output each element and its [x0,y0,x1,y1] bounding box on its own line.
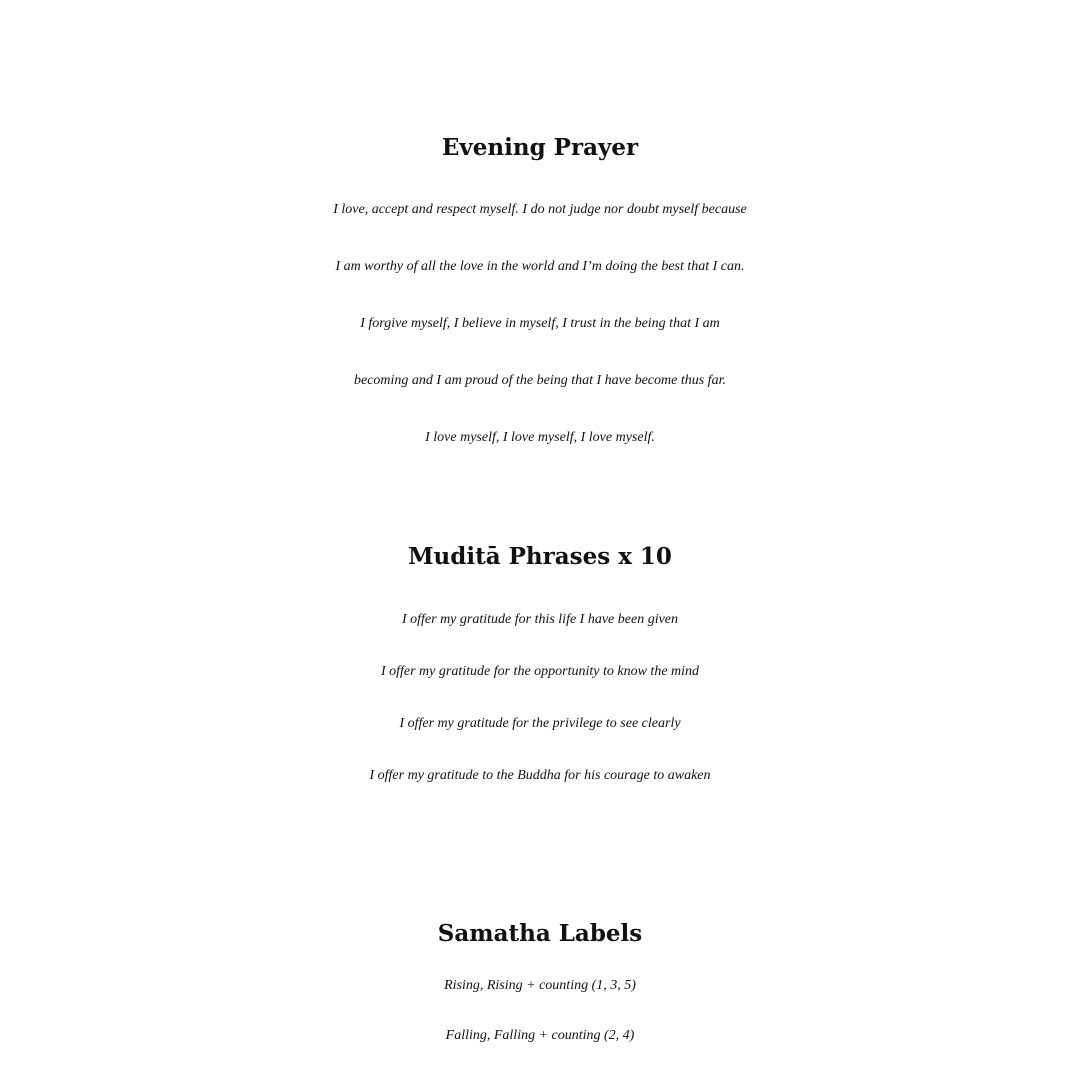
mudita-phrase-line: I offer my gratitude for this life I have been given [401,612,679,627]
evening-prayer-text [0,181,1080,466]
mudita-phrase-line: I offer my gratitude for the privilege to see clearly [399,716,681,731]
evening-prayer-line: I love, accept and respect myself. I do not judge nor doubt myself because [333,202,747,217]
mudita-phrase-line: I offer my gratitude to the Buddha for his courage to awaken [369,768,711,783]
samatha-label-line: Rising, Rising + counting (1, 3, 5) [444,978,636,993]
samatha-label-line: Falling, Falling + counting (2, 4) [445,1028,635,1043]
evening-prayer-line: becoming and I am proud of the being that I have become thus far. [354,373,726,388]
evening-prayer-title: Evening Prayer [441,134,639,161]
samatha-labels-list [0,961,1080,1061]
evening-prayer-line: I forgive myself, I believe in myself, I trust in the being that I am [360,316,720,331]
mudita-phrases-list [0,594,1080,802]
evening-prayer-section [0,136,1080,466]
evening-prayer-line: I love myself, I love myself, I love myself. [425,430,655,445]
mudita-phrase-line: I offer my gratitude for the opportunity to know the mind [380,664,700,679]
mudita-phrases-title: Muditā Phrases x 10 [408,543,672,570]
evening-prayer-line: I am worthy of all the love in the world and I’m doing the best that I can. [335,259,745,274]
mudita-phrases-section [0,545,1080,802]
samatha-labels-section [0,922,1080,1061]
samatha-labels-title: Samatha Labels [437,920,643,947]
